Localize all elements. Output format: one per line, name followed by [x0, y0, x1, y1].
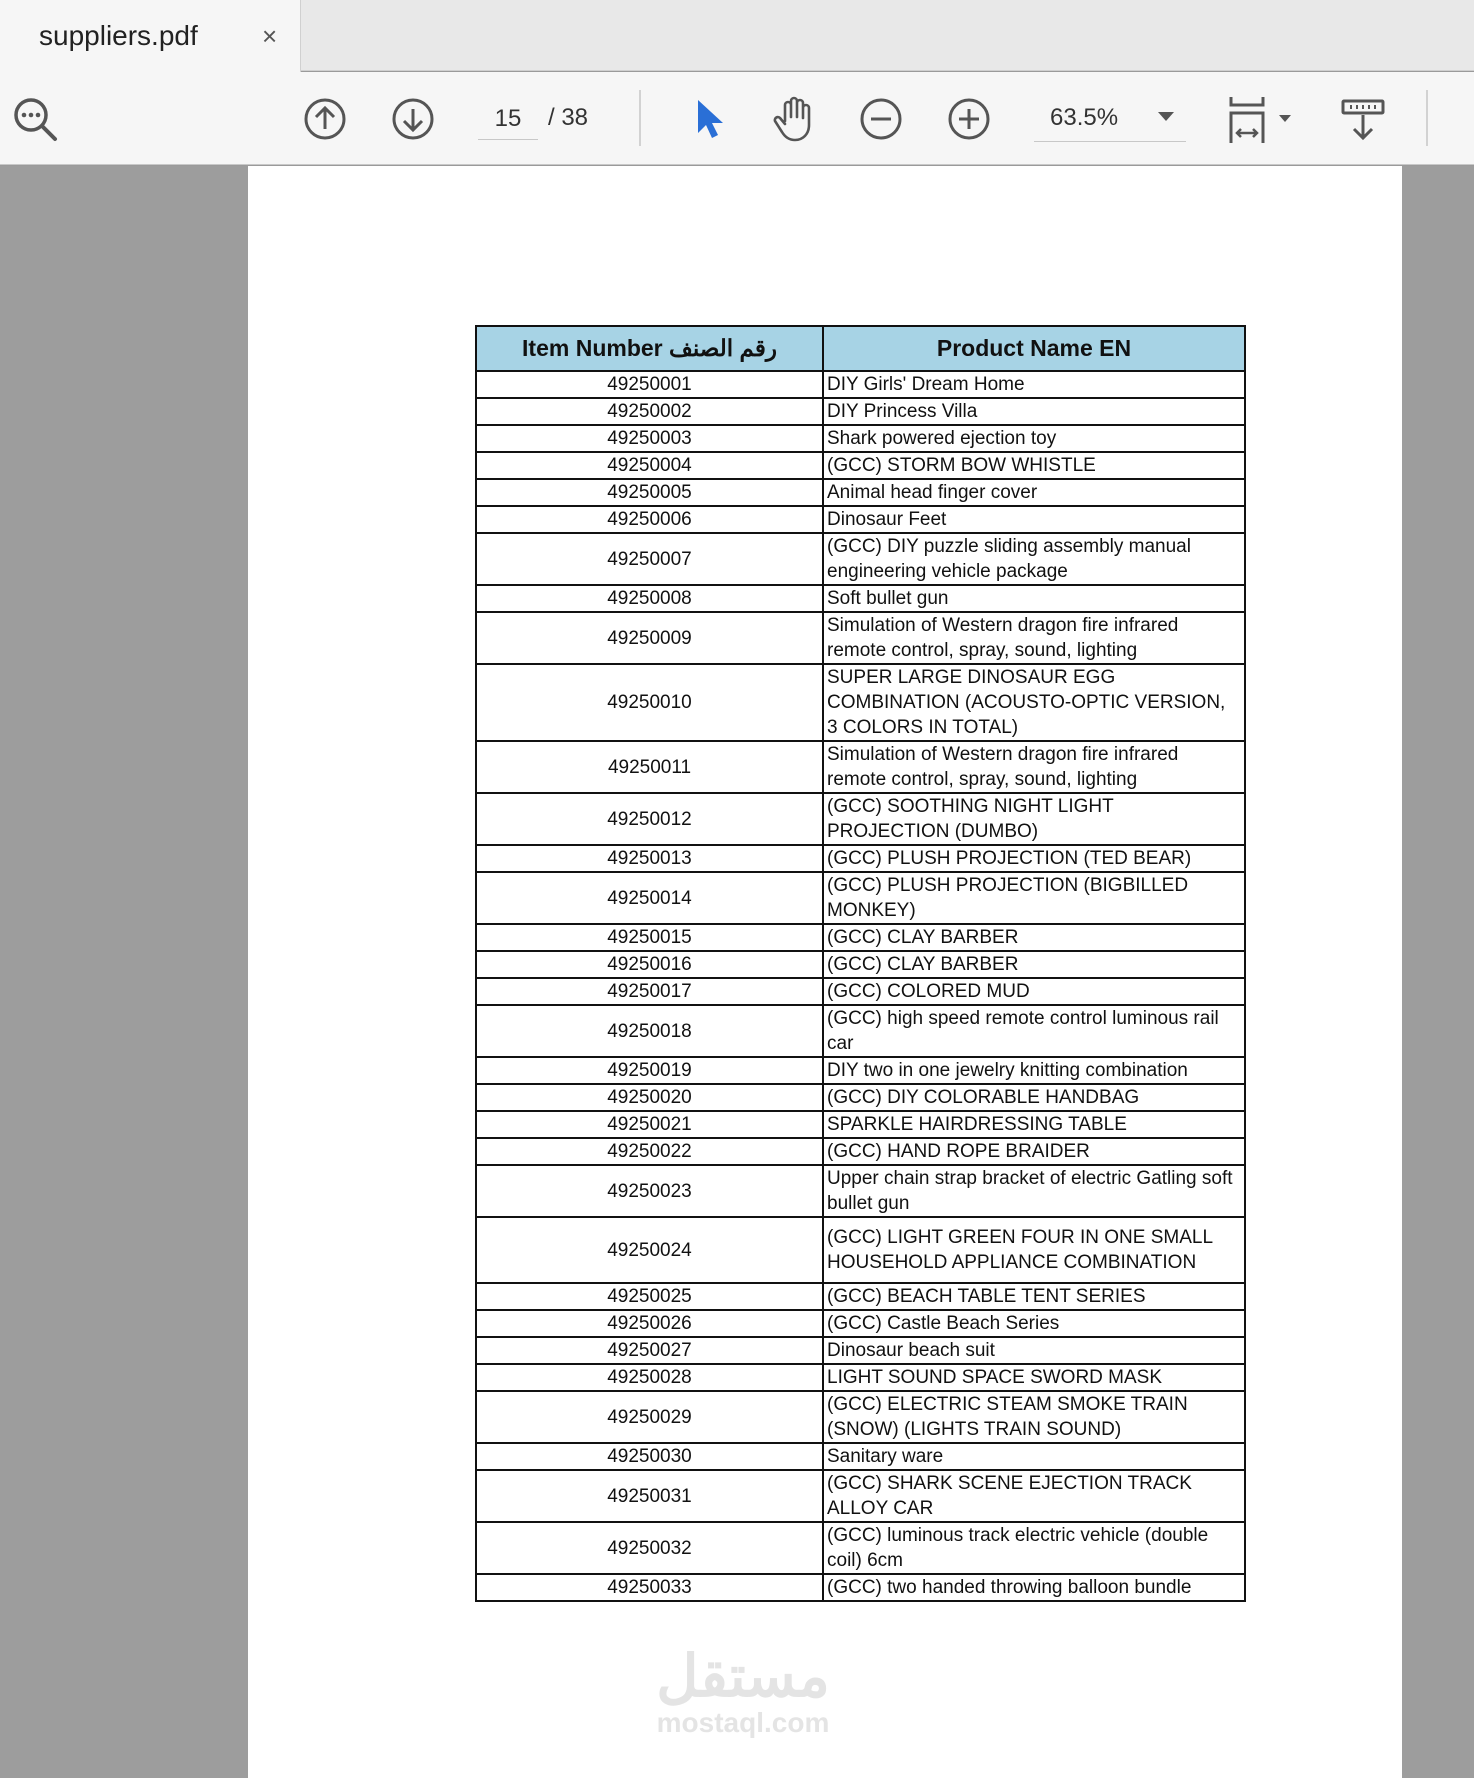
item-number-cell: 49250007 — [476, 533, 823, 585]
item-number-cell: 49250014 — [476, 872, 823, 924]
product-name-cell: Soft bullet gun — [823, 585, 1245, 612]
document-viewport[interactable] — [0, 166, 1474, 1778]
item-number-cell: 49250021 — [476, 1111, 823, 1138]
table-row — [476, 1364, 1245, 1391]
header-item-number: Item Number رقم الصنف — [476, 326, 823, 371]
item-number-cell: 49250025 — [476, 1283, 823, 1310]
table-row — [476, 425, 1245, 452]
item-number-cell: 49250009 — [476, 612, 823, 664]
table-row — [476, 506, 1245, 533]
table-row — [476, 1574, 1245, 1601]
item-number-cell: 49250023 — [476, 1165, 823, 1217]
product-name-cell: (GCC) SHARK SCENE EJECTION TRACK ALLOY CAR — [823, 1470, 1245, 1522]
watermark-arabic: مستقل — [656, 1644, 830, 1709]
product-name-cell: (GCC) STORM BOW WHISTLE — [823, 452, 1245, 479]
tab-title: suppliers.pdf — [39, 20, 198, 51]
table-row — [476, 533, 1245, 585]
item-number-cell: 49250026 — [476, 1310, 823, 1337]
table-row — [476, 371, 1245, 398]
product-name-cell: DIY Princess Villa — [823, 398, 1245, 425]
item-number-cell: 49250017 — [476, 978, 823, 1005]
product-name-cell: SUPER LARGE DINOSAUR EGG COMBINATION (ACOUSTO-OPTIC VERSION, 3 COLORS IN TOTAL) — [823, 664, 1245, 741]
item-number-cell: 49250032 — [476, 1522, 823, 1574]
product-name-cell: DIY Girls' Dream Home — [823, 371, 1245, 398]
item-number-cell: 49250001 — [476, 371, 823, 398]
table-row — [476, 1310, 1245, 1337]
table-row — [476, 1337, 1245, 1364]
item-number-cell: 49250018 — [476, 1005, 823, 1057]
product-name-cell: (GCC) HAND ROPE BRAIDER — [823, 1138, 1245, 1165]
arrow-down-circle-icon[interactable] — [390, 96, 436, 142]
fit-page-icon[interactable] — [1226, 92, 1296, 146]
table-row — [476, 951, 1245, 978]
zoom-select[interactable] — [1034, 98, 1186, 142]
item-number-cell: 49250002 — [476, 398, 823, 425]
item-number-cell: 49250033 — [476, 1574, 823, 1601]
minus-circle-icon[interactable] — [858, 96, 904, 142]
item-number-cell: 49250016 — [476, 951, 823, 978]
table-row — [476, 1138, 1245, 1165]
product-name-cell: (GCC) two handed throwing balloon bundle — [823, 1574, 1245, 1601]
table-row — [476, 1111, 1245, 1138]
zoom-value: 63.5% — [1050, 104, 1119, 131]
hand-icon[interactable] — [770, 94, 818, 144]
item-number-cell: 49250010 — [476, 664, 823, 741]
table-row — [476, 1057, 1245, 1084]
product-name-cell: (GCC) CLAY BARBER — [823, 924, 1245, 951]
product-name-cell: (GCC) PLUSH PROJECTION (TED BEAR) — [823, 845, 1245, 872]
item-number-cell: 49250024 — [476, 1217, 823, 1283]
table-row — [476, 664, 1245, 741]
header-product-name: Product Name EN — [823, 326, 1245, 371]
toolbar-divider — [1426, 90, 1428, 146]
item-number-cell: 49250030 — [476, 1443, 823, 1470]
watermark-logo — [643, 1646, 843, 1738]
table-row — [476, 1470, 1245, 1522]
suppliers-table — [475, 325, 1246, 1602]
table-row — [476, 1391, 1245, 1443]
chevron-down-icon — [1158, 112, 1174, 121]
product-name-cell: (GCC) high speed remote control luminous rail car — [823, 1005, 1245, 1057]
product-name-cell: (GCC) DIY puzzle sliding assembly manual engineering vehicle package — [823, 533, 1245, 585]
product-name-cell: Simulation of Western dragon fire infrared remote control, spray, sound, lighting — [823, 612, 1245, 664]
table-row — [476, 1217, 1245, 1283]
item-number-cell: 49250022 — [476, 1138, 823, 1165]
product-name-cell: Animal head finger cover — [823, 479, 1245, 506]
table-row — [476, 585, 1245, 612]
product-name-cell: Dinosaur beach suit — [823, 1337, 1245, 1364]
product-name-cell: (GCC) COLORED MUD — [823, 978, 1245, 1005]
toolbar — [0, 72, 1474, 165]
cursor-icon[interactable] — [690, 96, 730, 142]
product-name-cell: Simulation of Western dragon fire infrared remote control, spray, sound, lighting — [823, 741, 1245, 793]
product-name-cell: (GCC) DIY COLORABLE HANDBAG — [823, 1084, 1245, 1111]
item-number-cell: 49250008 — [476, 585, 823, 612]
item-number-cell: 49250003 — [476, 425, 823, 452]
table-row — [476, 479, 1245, 506]
table-row — [476, 845, 1245, 872]
table-row — [476, 612, 1245, 664]
item-number-cell: 49250029 — [476, 1391, 823, 1443]
page-number-input[interactable] — [478, 98, 538, 140]
search-icon[interactable] — [10, 94, 60, 144]
item-number-cell: 49250019 — [476, 1057, 823, 1084]
tab-bar — [0, 0, 1474, 71]
toolbar-divider — [639, 90, 641, 146]
product-name-cell: (GCC) BEACH TABLE TENT SERIES — [823, 1283, 1245, 1310]
product-name-cell: Upper chain strap bracket of electric Gatling soft bullet gun — [823, 1165, 1245, 1217]
product-name-cell: Dinosaur Feet — [823, 506, 1245, 533]
arrow-up-circle-icon[interactable] — [302, 96, 348, 142]
item-number-cell: 49250005 — [476, 479, 823, 506]
product-name-cell: Sanitary ware — [823, 1443, 1245, 1470]
product-name-cell: (GCC) CLAY BARBER — [823, 951, 1245, 978]
download-icon[interactable] — [1338, 94, 1388, 144]
table-row — [476, 872, 1245, 924]
product-name-cell: Shark powered ejection toy — [823, 425, 1245, 452]
product-name-cell: (GCC) PLUSH PROJECTION (BIGBILLED MONKEY) — [823, 872, 1245, 924]
table-row — [476, 452, 1245, 479]
table-row — [476, 1283, 1245, 1310]
item-number-cell: 49250031 — [476, 1470, 823, 1522]
table-row — [476, 1005, 1245, 1057]
item-number-cell: 49250020 — [476, 1084, 823, 1111]
plus-circle-icon[interactable] — [946, 96, 992, 142]
pdf-page — [248, 166, 1402, 1778]
item-number-cell: 49250015 — [476, 924, 823, 951]
table-row — [476, 398, 1245, 425]
item-number-cell: 49250028 — [476, 1364, 823, 1391]
table-row — [476, 978, 1245, 1005]
product-name-cell: (GCC) SOOTHING NIGHT LIGHT PROJECTION (DUMBO) — [823, 793, 1245, 845]
tab-suppliers-pdf[interactable] — [0, 0, 301, 72]
page-total: / 38 — [548, 104, 589, 131]
product-name-cell: SPARKLE HAIRDRESSING TABLE — [823, 1111, 1245, 1138]
product-name-cell: LIGHT SOUND SPACE SWORD MASK — [823, 1364, 1245, 1391]
item-number-cell: 49250006 — [476, 506, 823, 533]
product-name-cell: (GCC) LIGHT GREEN FOUR IN ONE SMALL HOUSEHOLD APPLIANCE COMBINATION — [823, 1217, 1245, 1283]
table-row — [476, 1522, 1245, 1574]
watermark-latin: mostaql.com — [656, 1707, 830, 1738]
table-row — [476, 924, 1245, 951]
product-name-cell: (GCC) ELECTRIC STEAM SMOKE TRAIN (SNOW) (LIGHTS TRAIN SOUND) — [823, 1391, 1245, 1443]
table-row — [476, 793, 1245, 845]
item-number-cell: 49250013 — [476, 845, 823, 872]
item-number-cell: 49250011 — [476, 741, 823, 793]
table-row — [476, 741, 1245, 793]
product-name-cell: DIY two in one jewelry knitting combination — [823, 1057, 1245, 1084]
product-name-cell: (GCC) Castle Beach Series — [823, 1310, 1245, 1337]
table-row — [476, 1443, 1245, 1470]
item-number-cell: 49250027 — [476, 1337, 823, 1364]
table-header-row — [476, 326, 1245, 371]
item-number-cell: 49250012 — [476, 793, 823, 845]
product-name-cell: (GCC) luminous track electric vehicle (double coil) 6cm — [823, 1522, 1245, 1574]
table-row — [476, 1165, 1245, 1217]
item-number-cell: 49250004 — [476, 452, 823, 479]
close-icon[interactable]: × — [262, 21, 278, 51]
table-row — [476, 1084, 1245, 1111]
